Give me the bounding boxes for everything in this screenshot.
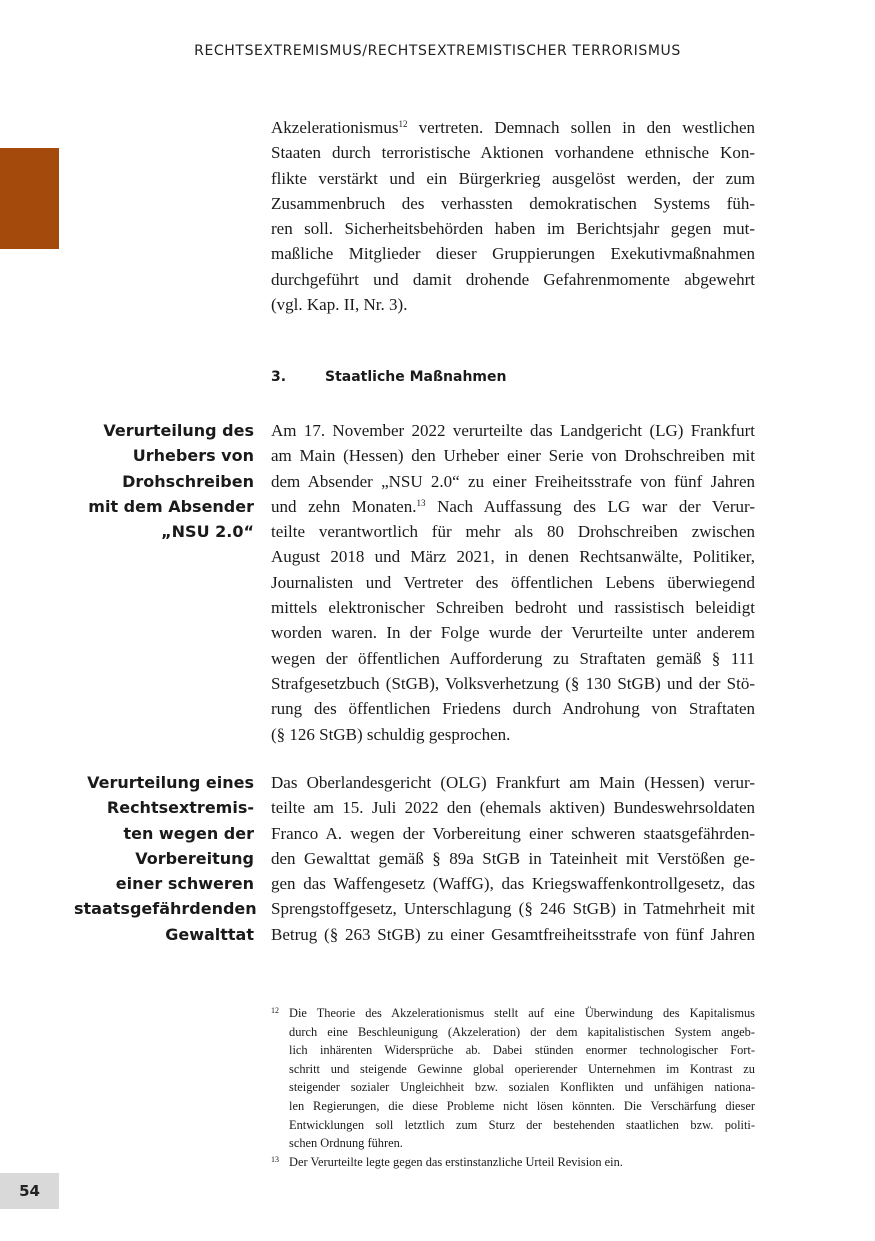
text-line: Das Oberlandesgericht (OLG) Frankfurt am Main (Hessen) verur- bbox=[271, 773, 755, 792]
text-line: teilte am 15. Juli 2022 den (ehemals aktiven) Bundeswehrsoldaten bbox=[271, 798, 755, 818]
text-line: ren soll. Sicherheitsbehörden haben im Berichtsjahr gegen mut- bbox=[271, 219, 755, 239]
text-line: rung des öffentlichen Friedens durch Androhung von Straftaten bbox=[271, 699, 755, 719]
intro-paragraph bbox=[271, 115, 755, 317]
text-line: Zusammenbruch des verhassten demokratischen Systems füh- bbox=[271, 193, 755, 213]
text-line: wegen der öffentlichen Aufforderung zu Straftaten gemäß § 111 bbox=[271, 648, 755, 668]
text-line: maßliche Mitglieder dieser Gruppierungen Exekutivmaßnahmen bbox=[271, 244, 755, 264]
text-line: Am 17. November 2022 verurteilte das Landgericht (LG) Frankfurt bbox=[271, 421, 755, 440]
text-line: Franco A. wegen der Vorbereitung einer schweren staatsgefährden- bbox=[271, 823, 755, 843]
text-line: gen das Waffengesetz (WaffG), das Kriegswaffenkontrollgesetz, das bbox=[271, 874, 755, 894]
paragraph-franco-a-verdict bbox=[271, 770, 755, 947]
text-line: teilte verantwortlich für mehr als 80 Drohschreiben zwischen bbox=[271, 522, 755, 542]
footnote-number: 13 bbox=[271, 1154, 279, 1164]
footnote-13: 13 Der Verurteilte legte gegen das erstinstanzliche Urteil Revision ein. bbox=[271, 1154, 623, 1169]
footnote-ref-13[interactable]: 13 bbox=[416, 497, 426, 508]
text-line: Akzelerationismus$^{12}$ vertreten. Demnach sollen in den westlichen bbox=[271, 118, 755, 137]
text-line: durchgeführt und damit drohende Gefahrenmomente abgewehrt bbox=[271, 269, 755, 289]
running-header: RECHTSEXTREMISMUS/RECHTSEXTREMISTISCHER TERRORISMUS bbox=[194, 43, 681, 59]
footnotes bbox=[271, 1004, 755, 1171]
text-line: worden waren. In der Folge wurde der Verurteilte unter anderem bbox=[271, 623, 755, 643]
paragraph-nsu-verdict bbox=[271, 418, 755, 747]
text-line: am Main (Hessen) den Urheber einer Serie von Drohschreiben mit bbox=[271, 446, 755, 466]
text-line: Betrug (§ 263 StGB) zu einer Gesamtfreiheitsstrafe von fünf Jahren bbox=[271, 924, 755, 944]
text-line: dem Absender „NSU 2.0“ zu einer Freiheitsstrafe von fünf Jahren bbox=[271, 471, 755, 491]
text-line: den Gewalttat gemäß § 89a StGB in Tateinheit mit Verstößen ge- bbox=[271, 848, 755, 868]
footnote-ref-12[interactable]: 12 bbox=[398, 119, 408, 129]
section-title: Staatliche Maßnahmen bbox=[325, 369, 507, 385]
margin-note-nsu: Verurteilung des Urhebers von Drohschreiben mit dem Absender „NSU 2.0“ bbox=[88, 421, 254, 542]
text-line: und zehn Monaten.$^{13}$ Nach Auffassung des LG war der Verur- bbox=[271, 496, 755, 516]
footnote-12: 12 Die Theorie des Akzelerationismus stellt auf eine Überwindung des Kapitalismus durch eine Beschleunigung (Akzeleration) der dem kapitalistischen System angeb- lich inhärenten Widersprüche ab. Dabei stünden enormer technologischer Fort- schritt und steigende Gewinne global operierender Unternehmen im Kontrast zu steigender sozialer Ungleichheit bzw. sozialen Konflikten und unfähigen nationa- len Regierungen, die diese Probleme nicht lösen könnten. Die Verschärfung dieser Entwicklungen soll letztlich zum Sturz der bestehenden staatlichen bzw. politi- schen Ordnung führen. bbox=[271, 1006, 755, 1151]
text-line: mittels elektronischer Schreiben bedroht und rassistisch beleidigt bbox=[271, 598, 755, 618]
chapter-color-tab bbox=[0, 148, 59, 249]
section-heading bbox=[271, 369, 506, 385]
text-line: flikte verstärkt und ein Bürgerkrieg ausgelöst werden, der zum bbox=[271, 168, 755, 188]
text-line: Strafgesetzbuch (StGB), Volksverhetzung (§ 130 StGB) und der Stö- bbox=[271, 673, 755, 693]
section-number: 3. bbox=[271, 369, 287, 385]
text-line: August 2018 und März 2021, in denen Rechtsanwälte, Politiker, bbox=[271, 547, 755, 567]
text-line: (vgl. Kap. II, Nr. 3). bbox=[271, 295, 408, 315]
margin-note-franco-a: Verurteilung eines Rechtsextremis- ten wegen der Vorbereitung einer schweren staatsgefährdenden Gewalttat bbox=[74, 773, 257, 944]
text-line: (§ 126 StGB) schuldig gesprochen. bbox=[271, 724, 511, 744]
text-line: Sprengstoffgesetz, Unterschlagung (§ 246 StGB) in Tatmehrheit mit bbox=[271, 899, 755, 919]
footnote-number: 12 bbox=[271, 1006, 279, 1015]
text-line: Staaten durch terroristische Aktionen vorhandene ethnische Kon- bbox=[271, 143, 755, 163]
page-number: 54 bbox=[0, 1173, 59, 1209]
text-line: Journalisten und Vertreter des öffentlichen Lebens überwiegend bbox=[271, 572, 755, 592]
